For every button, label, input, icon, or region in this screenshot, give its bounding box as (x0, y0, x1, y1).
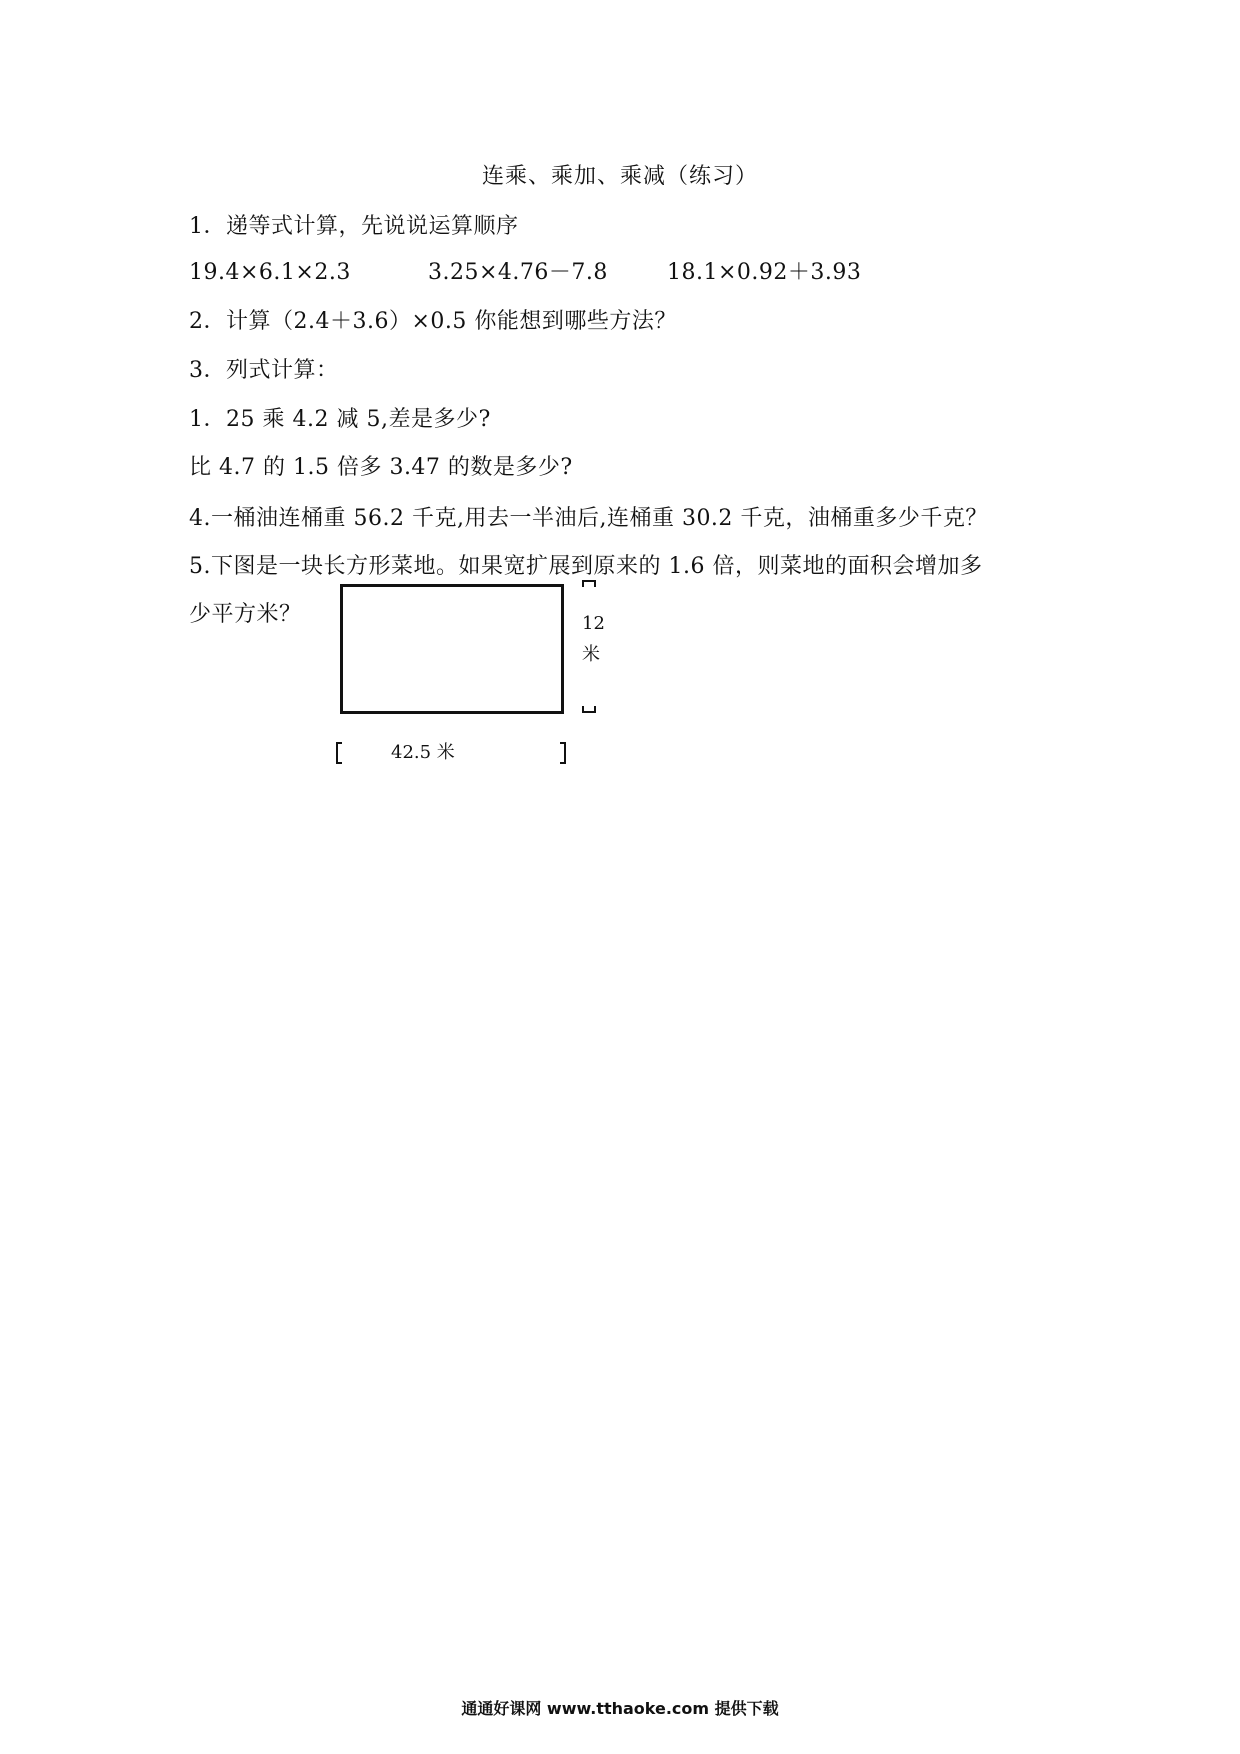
width-bracket-top (582, 580, 596, 587)
length-bracket-right (560, 742, 566, 764)
length-bracket-left (336, 742, 342, 764)
question-5-line-2: 少平方米？ (189, 602, 302, 627)
page-title: 连乘、乘加、乘减（练习） (481, 164, 758, 189)
vegetable-plot-rectangle (340, 584, 564, 714)
width-unit: 米 (582, 644, 600, 665)
expression-2: 3.25×4.76－7.8 (428, 260, 608, 285)
width-bracket-bottom (582, 706, 596, 713)
question-5-line-1: 5.下图是一块长方形菜地。如果宽扩展到原来的 1.6 倍，则菜地的面积会增加多 (189, 554, 983, 579)
expression-3: 18.1×0.92＋3.93 (667, 260, 862, 285)
width-label: 12 (582, 613, 605, 634)
footer-credit: 通通好课网 www.tthaoke.com 提供下载 (461, 1699, 779, 1718)
question-3-sub-2: 比 4.7 的 1.5 倍多 3.47 的数是多少? (189, 455, 573, 480)
question-3-sub-1: 1．25 乘 4.2 减 5,差是多少? (189, 407, 491, 432)
length-label: 42.5 米 (391, 742, 455, 763)
question-2: 2．计算（2.4＋3.6）×0.5 你能想到哪些方法？ (189, 309, 677, 334)
question-3: 3．列式计算： (189, 358, 339, 383)
question-1: 1．递等式计算，先说说运算顺序 (189, 214, 519, 239)
question-4: 4.一桶油连桶重 56.2 千克,用去一半油后,连桶重 30.2 千克，油桶重多少千克？ (189, 506, 988, 531)
expression-1: 19.4×6.1×2.3 (189, 260, 351, 285)
